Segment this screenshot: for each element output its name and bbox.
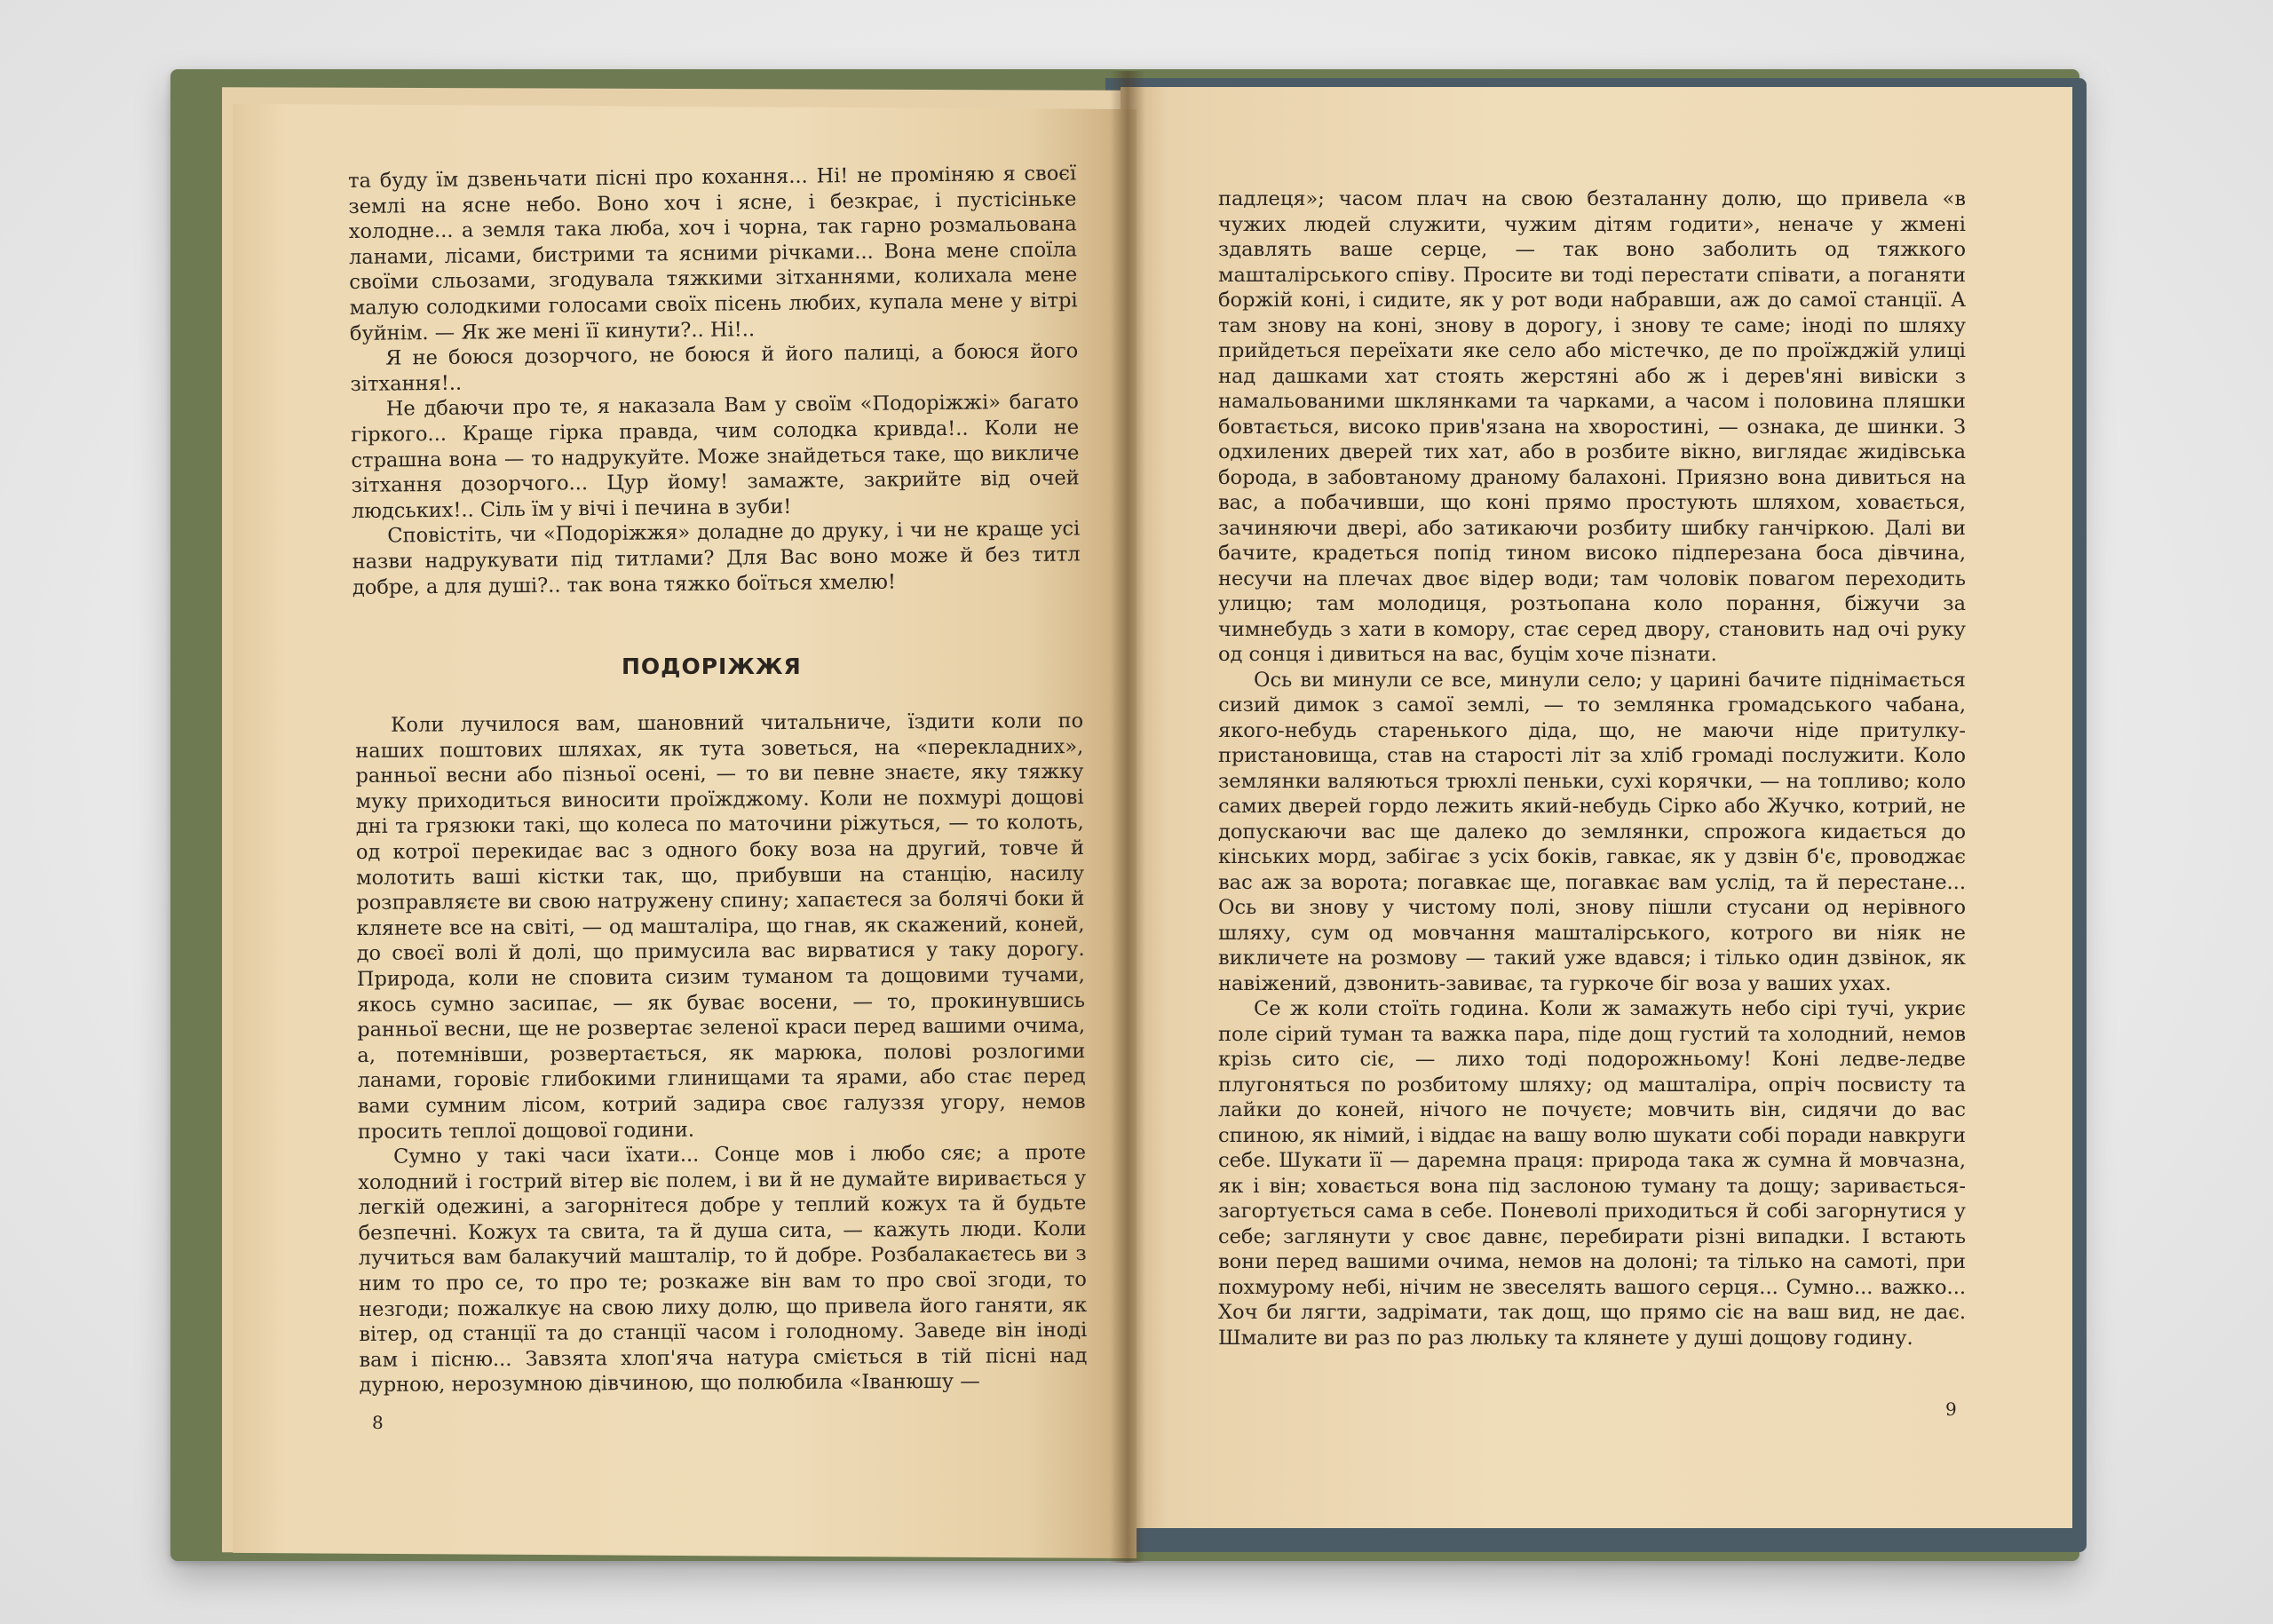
left-page-text-top <box>348 161 1081 600</box>
paragraph: та буду їм дзвеньчати пісні про кохання... Ні! не проміняю я своєї землі на ясне небо. Воно хоч і ясне, і безкрає, і пустісіньке холодне... а земля така люба, хоч і чорна, так гарно розмальована ланами, лісами, бистрими та ясними річками... Вона мене споїла своїми сльозами, згодувала тяжкими зітханнями, колихала мене малую солодкими голосами своїх пісень любих, купала мене у вітрі буйнім. — Як же мені її кинути?.. Ні!.. <box>348 162 1078 345</box>
paragraph: падлеця»; часом плач на свою безталанну долю, що привела «в чужих людей служити, чужим дітям годити», неначе у жмені здавлять ваше серце, — так воно заболить од тяжкого машталірського співу. Просите ви тоді перестати співати, а поганяти боржій коні, і сидите, як у рот води набравши, аж до самої станції. А там знову на коні, знову в дорогу, і знову те саме; іноді по шляху прийдеться переїхати яке село або містечко, де по проїжджій улиці над дашками хат стоять жерстяні або ж і дерев'яні вивіски з намальованими шклянками та чарками, а часом і половина пляшки бовтається, високо прив'язана на хворостині, — ознака, де шинки. З одхилених дверей тих хат, або в розбите вікно, виглядає жидівська борода, в забовтаному драному балахоні. Приязно вона дивиться на вас, а побачивши, що коні прямо простують шляхом, ховається, зачиняючи двері, або затикаючи розбиту шибку ганчіркою. Далі ви бачите, крадеться попід тином високо підперезана боса дівчина, несучи на плечах двоє відер води; там чоловік повагом переходить улицю; там молодиця, розтьопана коло порання, біжучи за чимнебудь з хати в комору, стає серед двору, становить над очі руку од сонця і дивиться на вас, буцім хоче пізнати. <box>1218 187 1966 666</box>
right-page-text <box>1218 186 1966 1351</box>
paragraph: Ось ви минули се все, минули село; у царині бачите піднімається сизий димок з самої землі, — то землянка громадського чабана, якого-небудь старенького діда, що, не маючи ніде притулку-пристановища, став на старості літ за хліб громаді послужити. Коло землянки валяються трюхлі пеньки, сухі корячки, — на топливо; коло самих дверей гордо лежить який-небудь Сірко або Жучко, котрий, не допускаючи вас ще далеко до землянки, спрожога кидається до кінських морд, забігає з усіх боків, гавкає, як у дзвін б'є, проводжає вас аж за ворота; погавкає ще, погавкає вам услід, та й перестане... Ось ви знову у чистому полі, знову пішли стусани од нерівного шляху, сум од мовчання машталірського, котрого ви ніяк не викличете на розмову — такий уже вдався; і тілько один дзвінок, як навіжений, дзвонить-завиває, та гуркоче біг воза у ваших ухах. <box>1218 668 1966 995</box>
paragraph: Коли лучилося вам, шановний читальниче, їздити коли по наших поштових шляхах, як тута зоветься, на «перекладних», ранньої весни або пізньої осені, — то ви певне знаєте, яку тяжку муку приходиться виносити проїжджому. Коли не похмурі дощові дні та грязюки такі, що колеса по маточини ріжуться, — то колоть, од котрої перекидає вас з одного боку воза на другий, товче й молотить ваші кістки так, що, прибувши на станцію, насилу розправляєте ви свою натружену спину; хапаєтеся за болячі боки й клянете все на світі, — од машталіра, що гнав, як скажений, коней, до своєї волі й долі, що примусила вас вирватися у таку дорогу. Природа, коли не сповита сизим туманом та дощовими тучами, якось сумно засипає, — як буває восени, — то, прокинувшись ранньої весни, ще не розвертає зеленої краси перед вашими очима, а, потемнівши, розвертається, як марюка, полові розлогими ланами, горовіє глибокими глинищами та ярами, або стає перед вами сумним лісом, котрий задира своє галуззя угору, немов просить теплої дощової години. <box>355 709 1086 1144</box>
section-title: ПОДОРІЖЖЯ <box>622 654 802 679</box>
page-number-left: 8 <box>372 1412 384 1433</box>
page-number-right: 9 <box>1945 1398 1957 1420</box>
book-gutter <box>1110 71 1145 1563</box>
paragraph: Не дбаючи про те, я наказала Вам у своїм «Подоріжжі» багато гіркого... Краще гірка правда, чим солодка кривда!.. Коли не страшна вона — то надрукуйте. Може знайдеться таке, що викличе зітхання дозорчого... Цур йому! замажте, закрийте від очей людських!.. Сіль їм у вічі і печина в зуби! <box>351 390 1080 523</box>
paragraph: Я не боюся дозорчого, не боюся й його палиці, а боюся його зітхання!.. <box>350 339 1079 396</box>
left-page-text-bottom <box>355 709 1088 1398</box>
paragraph: Сповістіть, чи «Подоріжжя» доладне до друку, і чи не краще усі назви надрукувати під титлами? Для Вас воно може й без титл добре, а для душі?.. так вона тяжко боїться хмелю! <box>352 517 1081 599</box>
paragraph: Сумно у такі часи їхати... Сонце мов і любо сяє; а проте холодний і гострий вітер віє полем, і ви й не думайте виривається у легкій одежині, а загорнітеся добре у теплий кожух та й будьте безпечні. Кожух та свита, та й душа сита, — кажуть люди. Коли лучиться вам балакучий машталір, то й добре. Розбалакаєтесь ви з ним то про се, то про те; розкаже він вам то про свої згоди, то незгоди; пожалкує на свою лиху долю, що привела його ганяти, як вітер, од станції та до станції часом і голодному. Заведе він іноді вам і пісню... Завзята хлоп'яча натура сміється в тій пісні над дурною, нерозумною дівчиною, що полюбила «Іванюшу — <box>358 1141 1088 1398</box>
paragraph: Се ж коли стоїть година. Коли ж замажуть небо сірі тучі, укриє поле сірий туман та важка пара, піде дощ густий та холодний, немов крізь сито сіє, — лихо тоді подорожньому! Коні ледве-ледве плугоняться по розбитому шляху; од машталіра, опріч посвисту та лайки до коней, нічого не почуєте; мовчить він, сидячи до вас спиною, як німий, і віддає на вашу волю шукати собі поради навкруги себе. Шукати її — даремна праця: природа така ж сумна й мовчазна, як і він; ховається вона під заслоною туману та дощу; заривається-загортується сама в себе. Поневолі приходиться й собі загорнутися у себе; заглянути у своє давнє, перебирати різні випадки. І встають вони перед вашими очима, немов на долоні; та тілько на самоті, при похмурому небі, нічим не звеселять вашого серця... Сумно... важко... Хоч би лягти, задрімати, так дощ, що прямо сіє на ваш вид, не дає. Шмалите ви раз по раз люльку та клянете у душі дощову годину. <box>1218 997 1966 1350</box>
